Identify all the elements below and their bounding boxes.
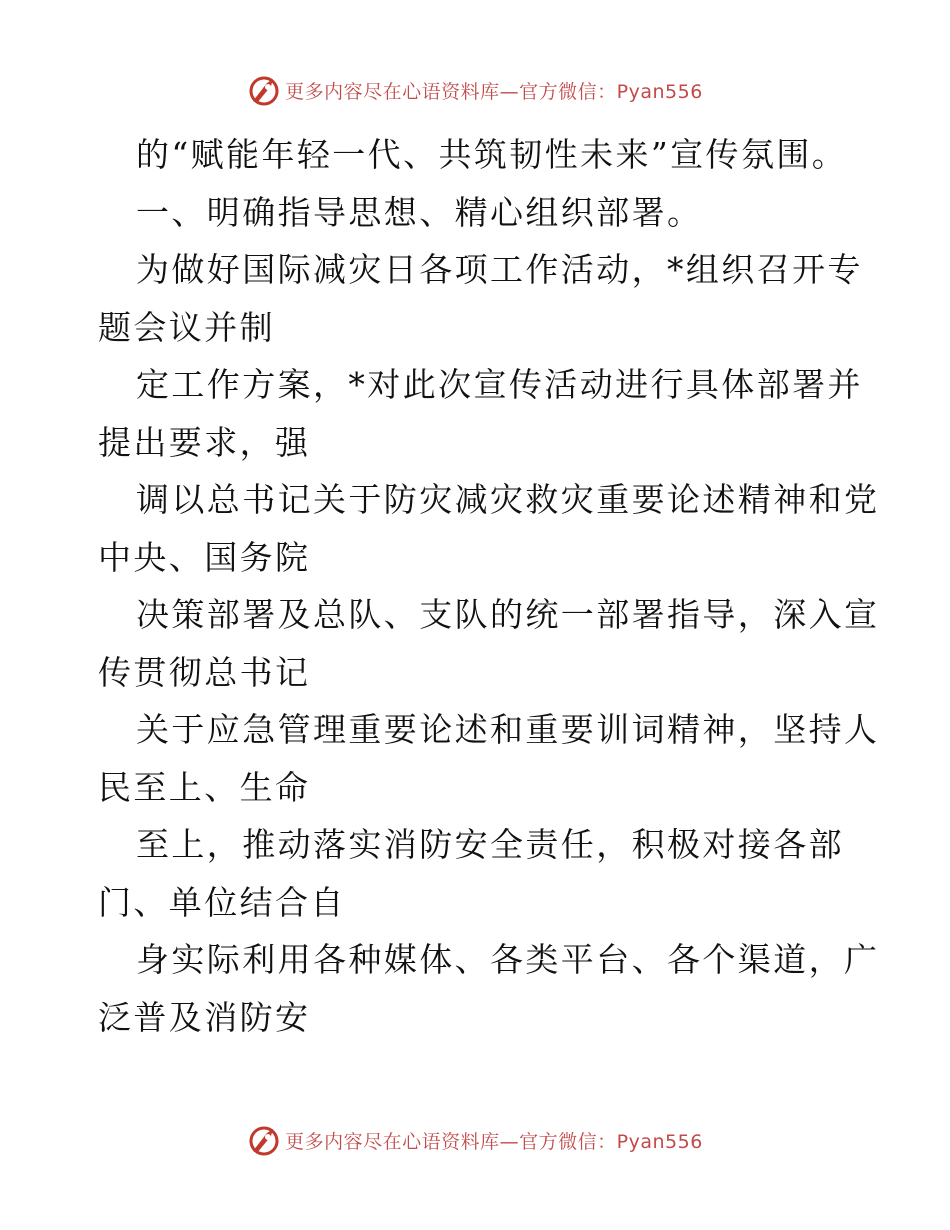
header-watermark	[0, 70, 950, 110]
text-line: 决策部署及总队、支队的统一部署指导，深入宣	[136, 595, 880, 634]
brush-logo-icon	[247, 1123, 281, 1157]
text-line: 的“赋能年轻一代、共筑韧性未来”宣传氛围。	[136, 135, 848, 174]
text-line: 定工作方案，*对此次宣传活动进行具体部署并	[136, 365, 863, 404]
footer-watermark	[0, 1120, 950, 1160]
document-body	[98, 126, 880, 1046]
text-line: 民至上、生命	[98, 767, 311, 807]
text-line: 一、明确指导思想、精心组织部署。	[136, 192, 703, 232]
text-line: 泛普及消防安	[98, 997, 311, 1037]
text-line: 门、单位结合自	[98, 882, 346, 922]
text-line: 传贯彻总书记	[98, 652, 311, 692]
text-line: 关于应急管理重要论述和重要训词精神，坚持人	[136, 710, 880, 749]
watermark-text: 更多内容尽在心语资料库—官方微信：Pyan556	[285, 1130, 703, 1153]
text-line: 中央、国务院	[98, 537, 311, 577]
text-line: 调以总书记关于防灾减灾救灾重要论述精神和党	[136, 480, 880, 519]
text-line: 题会议并制	[98, 307, 275, 347]
watermark-text: 更多内容尽在心语资料库—官方微信：Pyan556	[285, 80, 703, 103]
text-line: 身实际利用各种媒体、各类平台、各个渠道，广	[136, 940, 880, 979]
brush-logo-icon	[247, 73, 281, 107]
text-line: 为做好国际减灾日各项工作活动，*组织召开专	[136, 250, 863, 289]
text-line: 提出要求，强	[98, 422, 311, 462]
text-line: 至上，推动落实消防安全责任，积极对接各部	[136, 825, 844, 864]
